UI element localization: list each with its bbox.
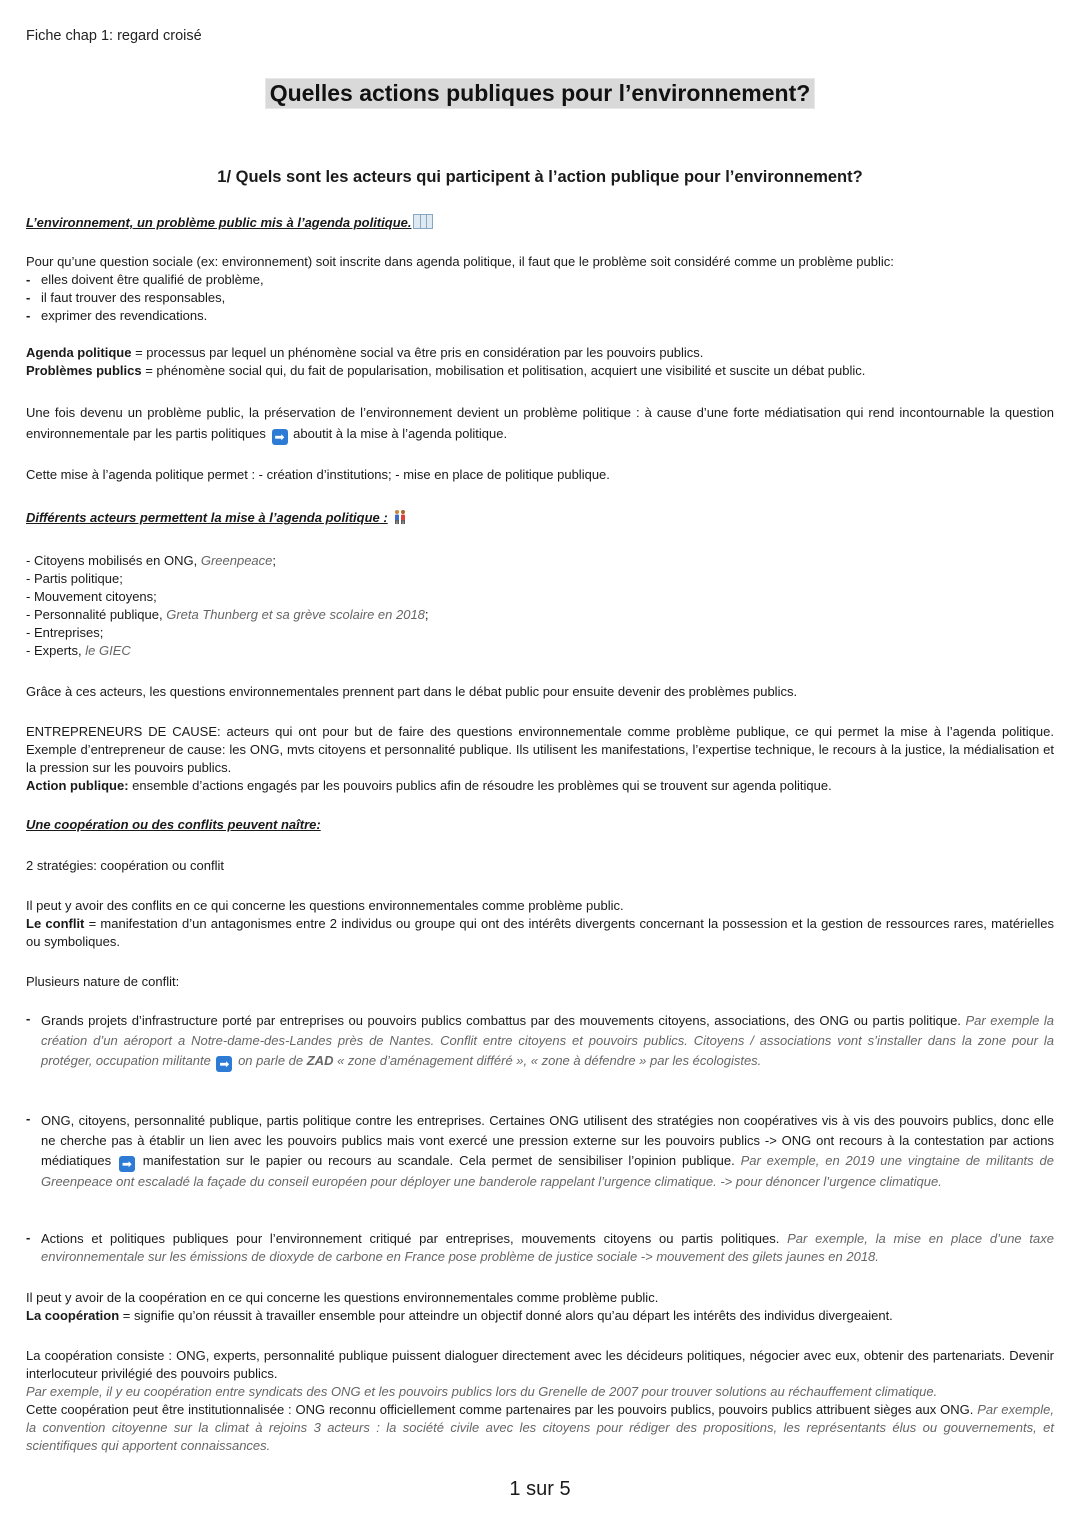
- actor-text: - Entreprises;: [26, 625, 104, 640]
- entrepreneurs-text: ENTREPRENEURS DE CAUSE: acteurs qui ont pour but de faire des questions environnementale comme problème publique, ce qui permet la mise à l’agenda politique. Exemple d’entrepreneur de cause: les ONG, mvts citoyens et personnalité publique. Ils utilisent les manifestations, l’expertise technique, le recours à la justice, la médialisation et la pression sur les pouvoirs publics.: [26, 724, 1054, 775]
- subheading-agenda-text: L’environnement, un problème public mis à l’agenda politique.: [26, 215, 412, 230]
- cooperation-details-block: [26, 1347, 1054, 1455]
- definition-conflit: [26, 915, 1054, 951]
- actor-text: - Personnalité publique,: [26, 607, 167, 622]
- cooperation-example-convention: Par exemple, la convention citoyenne sur la climat à rejoins 3 acteurs : la société civile avec les citoyens pour rédiger des propositions, les représentants élus ou gouvernements, et scientifiques qui apportent connaissances.: [26, 1402, 1055, 1453]
- definition-cooperation-text: = signifie qu’on réussit à travailler ensemble pour atteindre un objectif donné alors qu’au départ les intérêts des individus divergeaient.: [119, 1308, 893, 1323]
- conflict-policies-text: Actions et politiques publiques pour l’environnement critiqué par entreprises, mouvements citoyens ou partis politiques.: [41, 1231, 788, 1246]
- cooperation-institutionalized: [26, 1401, 1054, 1455]
- arrow-right-icon: ➡: [216, 1056, 232, 1072]
- political-problem-paragraph: [26, 402, 1054, 445]
- conflict-infrastructure-text: Grands projets d’infrastructure porté par entreprises ou pouvoirs publics combattus par des mouvements citoyens, associations, des ONG ou partis politique.: [41, 1013, 966, 1028]
- actor-item: [26, 588, 1054, 606]
- cooperation-consiste: La coopération consiste : ONG, experts, personnalité publique puissent dialoguer directement avec les décideurs politiques, négocier avec eux, obtenir des partenariats. Devenir interlocuteur privilégié des pouvoirs publics.: [26, 1348, 1054, 1381]
- plusieurs-text: Plusieurs nature de conflit:: [26, 974, 180, 989]
- definition-action-text: ensemble d’actions engagés par les pouvoirs publics afin de résoudre les problèmes qui se trouvent sur agenda politique.: [128, 778, 832, 793]
- actor-text: - Experts,: [26, 643, 86, 658]
- bullet-marker: -: [26, 1230, 31, 1245]
- cooperation-example-grenelle: Par exemple, il y eu coopération entre syndicats des ONG et les pouvoirs publics lors du Grenelle de 2007 pour trouver solutions au réchauffement climatique.: [26, 1384, 938, 1399]
- title-wrap: [26, 79, 1054, 108]
- actor-example: le GIEC: [85, 643, 131, 658]
- arrow-right-icon: ➡: [272, 429, 288, 445]
- definition-agenda: [26, 344, 1054, 362]
- subheading-cooperation: [26, 817, 321, 832]
- subheading-actors-text: Différents acteurs permettent la mise à l’agenda politique :: [26, 510, 388, 525]
- agenda-result-paragraph: [26, 466, 1054, 484]
- actor-example: Greenpeace: [200, 553, 273, 568]
- conflict-infrastructure-example-b: on parle de: [234, 1053, 307, 1068]
- definition-cooperation: [26, 1307, 1054, 1325]
- actor-item: [26, 624, 1054, 642]
- people-icon: [392, 509, 408, 525]
- actor-item: [26, 606, 1054, 624]
- term-problemes: Problèmes publics: [26, 363, 142, 378]
- intro-paragraph: Pour qu’une question sociale (ex: environnement) soit inscrite dans agenda politique, il faut que le problème soit considéré comme un problème public:: [26, 254, 894, 269]
- definition-conflit-text: = manifestation d’un antagonismes entre 2 individus ou groupe qui ont des intérêts divergents concernant la possession et la gestion de ressources rares, matérielles ou symboliques.: [26, 916, 1054, 949]
- cooperation-block: [26, 1289, 1054, 1325]
- entrepreneurs-block: [26, 723, 1054, 795]
- bullet-marker: -: [26, 1111, 31, 1126]
- definition-problemes-text: = phénomène social qui, du fait de popularisation, mobilisation et politisation, acquiert une visibilité et suscite un débat public.: [141, 363, 866, 378]
- term-action-publique: Action publique:: [26, 778, 129, 793]
- term-cooperation: La coopération: [26, 1308, 120, 1323]
- grace-paragraph: [26, 683, 1054, 701]
- actors-block: [26, 552, 1054, 660]
- actor-text: - Citoyens mobilisés en ONG,: [26, 553, 201, 568]
- agenda-result-text: Cette mise à l’agenda politique permet : - création d’institutions; - mise en place de politique publique.: [26, 467, 610, 482]
- actor-item: [26, 552, 1054, 570]
- conflit-block: [26, 897, 1054, 951]
- conflict-item-ong: [26, 1111, 1054, 1192]
- map-icon: [413, 214, 433, 229]
- definition-agenda-text: = processus par lequel un phénomène social va être pris en considération par les pouvoirs publics.: [131, 345, 704, 360]
- actor-item: [26, 570, 1054, 588]
- term-agenda: Agenda politique: [26, 345, 132, 360]
- list-item: - elles doivent être qualifié de problème,: [26, 271, 1054, 289]
- actor-text: - Partis politique;: [26, 571, 123, 586]
- conflict-item-policies: [26, 1230, 1054, 1266]
- subheading-agenda: [26, 214, 433, 230]
- conflict-infrastructure-example-c: « zone d’aménagement différé », « zone à défendre » par les écologistes.: [333, 1053, 762, 1068]
- cooperation-intro: Il peut y avoir de la coopération en ce qui concerne les questions environnementales comme problème public.: [26, 1290, 659, 1305]
- actor-suffix: ;: [424, 607, 429, 622]
- conflict-policies-example: Par exemple, la mise en place d’une taxe environnementale sur les émissions de dioxyde de carbone en France pose problème de justice sociale -> mouvement des gilets jaunes en 2018.: [41, 1231, 1054, 1264]
- conflict-ong-example: Par exemple, en 2019 une vingtaine de militants de Greenpeace ont escaladé la façade du conseil européen pour déployer une banderole rappelant l’urgence climatique. -> pour dénoncer l’urgence climatique.: [41, 1153, 1054, 1189]
- grace-text: Grâce à ces acteurs, les questions environnementales prennent part dans le débat public pour ensuite devenir des problèmes publics.: [26, 684, 798, 699]
- list-item: - exprimer des revendications.: [26, 307, 1054, 325]
- zad-term: ZAD: [306, 1053, 334, 1068]
- arrow-right-icon: ➡: [119, 1156, 135, 1172]
- criteria-list: [26, 271, 1054, 325]
- definition-problemes: [26, 362, 1054, 380]
- actor-text: - Mouvement citoyens;: [26, 589, 157, 604]
- political-problem-text-b: aboutit à la mise à l’agenda politique.: [289, 426, 508, 441]
- page-number: 1 sur 5: [509, 1478, 571, 1500]
- strategies-text: 2 stratégies: coopération ou conflit: [26, 858, 225, 873]
- actors-list: [26, 552, 1054, 660]
- section-1-title: 1/ Quels sont les acteurs qui participent à l’action publique pour l’environnement?: [217, 168, 863, 186]
- subheading-actors: [26, 509, 408, 525]
- political-problem-text-a: Une fois devenu un problème public, la préservation de l’environnement devient un problème politique : à cause d’une forte médiatisation qui rend incontournable la question environnementale par les partis politiques: [26, 405, 1054, 441]
- conflict-infrastructure-example-a: Par exemple la création d’un aéroport a Notre-dame-des-Landes près de Nantes. Conflit entre citoyens et pouvoirs publics. Citoyens / associations vont s’installer dans la zone pour la protéger, occupation militante: [41, 1013, 1054, 1068]
- definition-action-publique: [26, 777, 1054, 795]
- actor-item: [26, 642, 1054, 660]
- bullet-marker: -: [26, 1011, 31, 1026]
- list-item: - il faut trouver des responsables,: [26, 289, 1054, 307]
- document-header: Fiche chap 1: regard croisé: [26, 28, 202, 44]
- strategies-paragraph: [26, 857, 1054, 875]
- subheading-cooperation-text: Une coopération ou des conflits peuvent naître:: [26, 817, 321, 832]
- conflit-intro: Il peut y avoir des conflits en ce qui concerne les questions environnementales comme problème public.: [26, 898, 624, 913]
- cooperation-institutionalized-text: Cette coopération peut être institutionnalisée : ONG reconnu officiellement comme partenaires par les pouvoirs publics, pouvoirs publics attribuent sièges aux ONG.: [26, 1402, 978, 1417]
- plusieurs-paragraph: [26, 973, 1054, 991]
- actor-suffix: ;: [272, 553, 277, 568]
- term-conflit: Le conflit: [26, 916, 85, 931]
- conflict-ong-text-b: manifestation sur le papier ou recours au scandale. Cela permet de sensibiliser l’opinion publique.: [136, 1153, 741, 1168]
- actor-example: Greta Thunberg et sa grève scolaire en 2018: [166, 607, 425, 622]
- conflict-item-infrastructure: [26, 1011, 1054, 1072]
- conflict-ong-text-a: ONG, citoyens, personnalité publique, partis politique contre les entreprises. Certaines ONG utilisent des stratégies non coopératives vis à vis des pouvoirs publics, donc elle ne cherche pas à établir un lien avec les pouvoirs publics mais vont exercé une pression externe sur les pouvoirs publics -> ONG ont recours à la contestation par actions médiatiques: [41, 1113, 1054, 1168]
- page-title: Quelles actions publiques pour l’environnement?: [266, 79, 815, 108]
- problem-public-block: [26, 253, 1054, 325]
- definitions-block: [26, 344, 1054, 380]
